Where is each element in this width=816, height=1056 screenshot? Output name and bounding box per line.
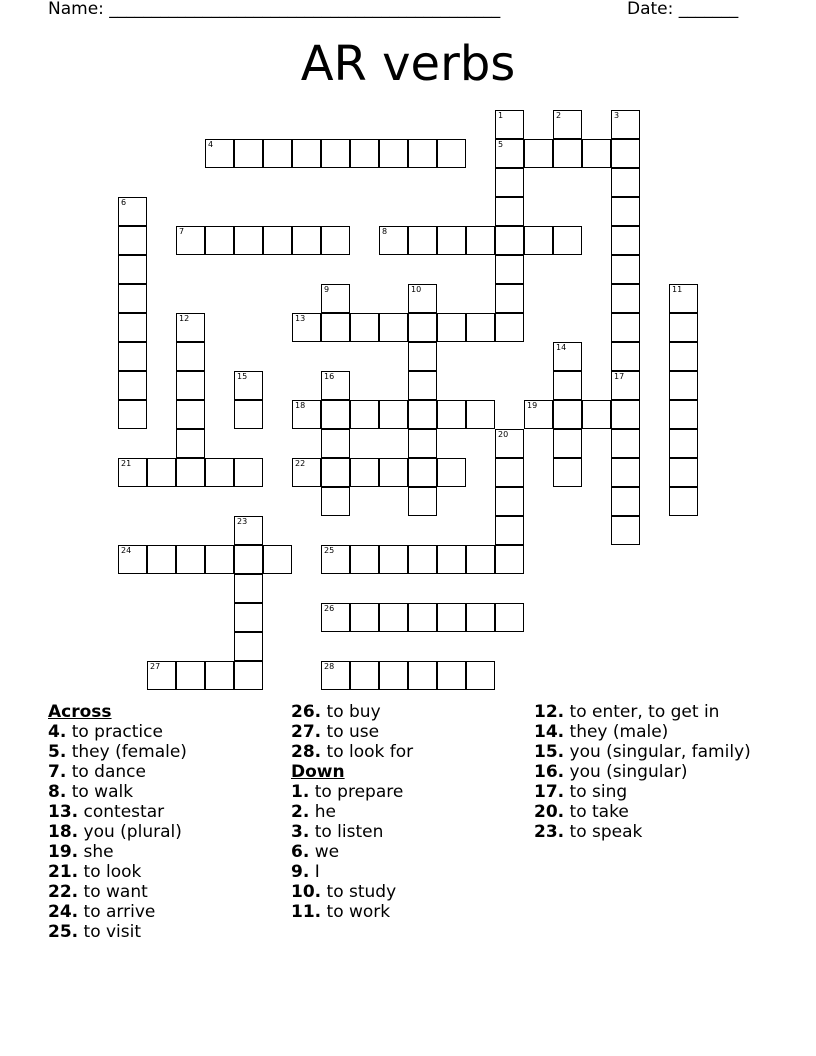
crossword-cell[interactable] <box>176 313 205 342</box>
crossword-cell[interactable] <box>118 313 147 342</box>
crossword-cell[interactable] <box>553 400 582 429</box>
crossword-cell[interactable] <box>669 371 698 400</box>
crossword-cell[interactable] <box>350 313 379 342</box>
cell-number: 27 <box>150 662 161 671</box>
cell-number: 15 <box>237 372 248 381</box>
clue-number: 8. <box>48 782 67 802</box>
crossword-cell[interactable] <box>495 545 524 574</box>
clue-item <box>291 882 521 902</box>
crossword-cell[interactable] <box>321 139 350 168</box>
clue-item <box>48 722 278 742</box>
crossword-cell[interactable] <box>408 342 437 371</box>
clue-text: they (male) <box>564 722 669 742</box>
crossword-cell[interactable] <box>495 284 524 313</box>
crossword-cell[interactable] <box>176 371 205 400</box>
crossword-cell[interactable] <box>263 226 292 255</box>
clue-number: 24. <box>48 902 79 922</box>
clue-number: 5. <box>48 742 67 762</box>
clue-number: 14. <box>534 722 565 742</box>
clue-text: to look for <box>321 742 414 762</box>
clue-text: to use <box>321 722 380 742</box>
clue-number: 3. <box>291 822 310 842</box>
crossword-cell[interactable] <box>611 429 640 458</box>
crossword-cell[interactable] <box>437 313 466 342</box>
clue-item <box>534 762 804 782</box>
clue-item <box>48 742 278 762</box>
crossword-cell[interactable] <box>176 661 205 690</box>
crossword-cell[interactable] <box>379 400 408 429</box>
clue-text: to enter, to get in <box>564 702 720 722</box>
crossword-cell[interactable] <box>147 661 176 690</box>
crossword-cell[interactable] <box>350 603 379 632</box>
cell-number: 5 <box>498 140 504 149</box>
crossword-cell[interactable] <box>669 400 698 429</box>
crossword-cell[interactable] <box>321 429 350 458</box>
crossword-cell[interactable] <box>176 226 205 255</box>
crossword-cell[interactable] <box>408 661 437 690</box>
crossword-cell[interactable] <box>495 255 524 284</box>
crossword-cell[interactable] <box>408 429 437 458</box>
clue-item <box>534 742 804 762</box>
crossword-cell[interactable] <box>321 371 350 400</box>
clue-text: to buy <box>321 702 381 722</box>
clue-number: 27. <box>291 722 322 742</box>
clue-number: 4. <box>48 722 67 742</box>
clue-text: to take <box>564 802 629 822</box>
clue-column-1 <box>48 702 278 942</box>
clue-text: you (plural) <box>78 822 182 842</box>
clue-item <box>48 882 278 902</box>
clue-number: 7. <box>48 762 67 782</box>
crossword-cell[interactable] <box>611 458 640 487</box>
crossword-cell[interactable] <box>669 487 698 516</box>
crossword-cell[interactable] <box>321 400 350 429</box>
crossword-cell[interactable] <box>234 632 263 661</box>
crossword-cell[interactable] <box>553 371 582 400</box>
crossword-cell[interactable] <box>437 400 466 429</box>
crossword-cell[interactable] <box>524 226 553 255</box>
crossword-cell[interactable] <box>292 226 321 255</box>
crossword-cell[interactable] <box>234 371 263 400</box>
clue-item <box>291 722 521 742</box>
crossword-cell[interactable] <box>234 400 263 429</box>
crossword-cell[interactable] <box>234 661 263 690</box>
crossword-cell[interactable] <box>669 342 698 371</box>
crossword-cell[interactable] <box>118 284 147 313</box>
crossword-cell[interactable] <box>205 545 234 574</box>
cell-number: 10 <box>411 285 422 294</box>
crossword-cell[interactable] <box>321 487 350 516</box>
cell-number: 3 <box>614 111 620 120</box>
clue-text: to dance <box>66 762 146 782</box>
crossword-cell[interactable] <box>495 226 524 255</box>
crossword-cell[interactable] <box>553 429 582 458</box>
crossword-cell[interactable] <box>582 400 611 429</box>
crossword-cell[interactable] <box>147 545 176 574</box>
page-title: AR verbs <box>300 36 516 92</box>
crossword-cell[interactable] <box>408 226 437 255</box>
cell-number: 21 <box>121 459 132 468</box>
crossword-cell[interactable] <box>118 545 147 574</box>
clue-text: to practice <box>66 722 163 742</box>
crossword-cell[interactable] <box>379 458 408 487</box>
crossword-cell[interactable] <box>234 458 263 487</box>
crossword-cell[interactable] <box>437 139 466 168</box>
crossword-cell[interactable] <box>495 487 524 516</box>
cell-number: 4 <box>208 140 214 149</box>
crossword-cell[interactable] <box>408 458 437 487</box>
clue-item <box>48 782 278 802</box>
clue-item <box>48 822 278 842</box>
clue-item <box>534 822 804 842</box>
crossword-cell[interactable] <box>408 487 437 516</box>
crossword-cell[interactable] <box>495 168 524 197</box>
cell-number: 6 <box>121 198 127 207</box>
crossword-cell[interactable] <box>350 458 379 487</box>
cell-number: 18 <box>295 401 306 410</box>
crossword-cell[interactable] <box>553 342 582 371</box>
crossword-cell[interactable] <box>669 313 698 342</box>
crossword-cell[interactable] <box>292 139 321 168</box>
crossword-cell[interactable] <box>379 139 408 168</box>
crossword-cell[interactable] <box>234 226 263 255</box>
clue-number: 2. <box>291 802 310 822</box>
clue-item <box>534 702 804 722</box>
clue-number: 22. <box>48 882 79 902</box>
crossword-cell[interactable] <box>582 139 611 168</box>
crossword-cell[interactable] <box>118 400 147 429</box>
crossword-cell[interactable] <box>408 371 437 400</box>
clue-column-3 <box>534 702 804 842</box>
crossword-cell[interactable] <box>611 168 640 197</box>
date-field-label: Date: _______ <box>627 0 739 19</box>
crossword-cell[interactable] <box>669 284 698 313</box>
crossword-cell[interactable] <box>553 458 582 487</box>
clue-item <box>291 782 521 802</box>
crossword-cell[interactable] <box>495 197 524 226</box>
clue-number: 18. <box>48 822 79 842</box>
clue-number: 21. <box>48 862 79 882</box>
cell-number: 2 <box>556 111 562 120</box>
crossword-cell[interactable] <box>321 313 350 342</box>
clue-number: 16. <box>534 762 565 782</box>
crossword-cell[interactable] <box>234 516 263 545</box>
crossword-cell[interactable] <box>466 400 495 429</box>
clue-number: 12. <box>534 702 565 722</box>
cell-number: 23 <box>237 517 248 526</box>
clue-item <box>291 802 521 822</box>
crossword-cell[interactable] <box>321 458 350 487</box>
crossword-cell[interactable] <box>611 139 640 168</box>
crossword-cell[interactable] <box>611 197 640 226</box>
crossword-cell[interactable] <box>205 139 234 168</box>
crossword-cell[interactable] <box>118 342 147 371</box>
cell-number: 20 <box>498 430 509 439</box>
crossword-cell[interactable] <box>611 284 640 313</box>
clue-text: to work <box>321 902 391 922</box>
down-heading: Down <box>291 762 345 782</box>
crossword-cell[interactable] <box>205 458 234 487</box>
crossword-cell[interactable] <box>553 226 582 255</box>
crossword-cell[interactable] <box>350 661 379 690</box>
crossword-cell[interactable] <box>611 342 640 371</box>
crossword-cell[interactable] <box>234 603 263 632</box>
crossword-cell[interactable] <box>437 545 466 574</box>
crossword-cell[interactable] <box>611 400 640 429</box>
cell-number: 1 <box>498 111 504 120</box>
clue-text: he <box>309 802 336 822</box>
across-heading: Across <box>48 702 112 722</box>
crossword-cell[interactable] <box>321 661 350 690</box>
clue-text: we <box>309 842 340 862</box>
crossword-cell[interactable] <box>176 429 205 458</box>
crossword-cell[interactable] <box>495 139 524 168</box>
clue-text: to speak <box>564 822 643 842</box>
clue-item <box>291 742 521 762</box>
cell-number: 26 <box>324 604 335 613</box>
crossword-cell[interactable] <box>495 110 524 139</box>
crossword-cell[interactable] <box>205 226 234 255</box>
crossword-cell[interactable] <box>205 661 234 690</box>
cell-number: 28 <box>324 662 335 671</box>
crossword-cell[interactable] <box>495 458 524 487</box>
crossword-cell[interactable] <box>321 284 350 313</box>
clue-text: to sing <box>564 782 628 802</box>
crossword-cell[interactable] <box>118 458 147 487</box>
crossword-cell[interactable] <box>118 197 147 226</box>
crossword-cell[interactable] <box>176 545 205 574</box>
crossword-cell[interactable] <box>292 400 321 429</box>
crossword-cell[interactable] <box>611 516 640 545</box>
cell-number: 22 <box>295 459 306 468</box>
crossword-cell[interactable] <box>437 226 466 255</box>
crossword-cell[interactable] <box>176 342 205 371</box>
crossword-cell[interactable] <box>611 226 640 255</box>
clue-item <box>48 902 278 922</box>
crossword-cell[interactable] <box>437 458 466 487</box>
crossword-cell[interactable] <box>176 458 205 487</box>
crossword-cell[interactable] <box>553 110 582 139</box>
crossword-cell[interactable] <box>234 545 263 574</box>
crossword-cell[interactable] <box>408 400 437 429</box>
crossword-cell[interactable] <box>350 400 379 429</box>
crossword-cell[interactable] <box>611 110 640 139</box>
crossword-cell[interactable] <box>408 545 437 574</box>
clue-text: to arrive <box>78 902 156 922</box>
crossword-cell[interactable] <box>379 545 408 574</box>
clue-text: to walk <box>66 782 134 802</box>
clue-text: to want <box>78 882 148 902</box>
cell-number: 11 <box>672 285 683 294</box>
cell-number: 14 <box>556 343 567 352</box>
crossword-cell[interactable] <box>350 139 379 168</box>
crossword-cell[interactable] <box>495 603 524 632</box>
clue-number: 26. <box>291 702 322 722</box>
name-field-label: Name: ______________________________________________ <box>48 0 501 19</box>
clue-item <box>48 842 278 862</box>
crossword-cell[interactable] <box>321 226 350 255</box>
clue-text: contestar <box>78 802 165 822</box>
cell-number: 24 <box>121 546 132 555</box>
crossword-cell[interactable] <box>263 545 292 574</box>
crossword-cell[interactable] <box>611 255 640 284</box>
crossword-cell[interactable] <box>611 371 640 400</box>
cell-number: 25 <box>324 546 335 555</box>
clue-item <box>534 802 804 822</box>
clue-number: 10. <box>291 882 322 902</box>
crossword-cell[interactable] <box>437 661 466 690</box>
clue-item <box>534 722 804 742</box>
clue-number: 17. <box>534 782 565 802</box>
crossword-cell[interactable] <box>437 603 466 632</box>
clue-item <box>48 762 278 782</box>
clue-item <box>291 842 521 862</box>
crossword-cell[interactable] <box>466 226 495 255</box>
clue-item <box>534 782 804 802</box>
crossword-cell[interactable] <box>495 516 524 545</box>
clue-text: to visit <box>78 922 142 942</box>
cell-number: 16 <box>324 372 335 381</box>
clue-item <box>48 862 278 882</box>
crossword-cell[interactable] <box>379 603 408 632</box>
clue-text: to look <box>78 862 142 882</box>
clue-text: to listen <box>309 822 384 842</box>
crossword-cell[interactable] <box>524 139 553 168</box>
clue-number: 11. <box>291 902 322 922</box>
crossword-cell[interactable] <box>234 139 263 168</box>
crossword-cell[interactable] <box>553 139 582 168</box>
crossword-cell[interactable] <box>379 226 408 255</box>
clue-number: 19. <box>48 842 79 862</box>
crossword-cell[interactable] <box>118 371 147 400</box>
crossword-cell[interactable] <box>408 284 437 313</box>
clue-text: to prepare <box>309 782 404 802</box>
clue-text: they (female) <box>66 742 187 762</box>
crossword-cell[interactable] <box>263 139 292 168</box>
cell-number: 12 <box>179 314 190 323</box>
crossword-cell[interactable] <box>292 313 321 342</box>
crossword-cell[interactable] <box>408 603 437 632</box>
crossword-cell[interactable] <box>669 429 698 458</box>
clue-number: 6. <box>291 842 310 862</box>
cell-number: 19 <box>527 401 538 410</box>
crossword-cell[interactable] <box>321 545 350 574</box>
crossword-cell[interactable] <box>611 313 640 342</box>
clue-number: 9. <box>291 862 310 882</box>
crossword-cell[interactable] <box>118 255 147 284</box>
clue-number: 23. <box>534 822 565 842</box>
cell-number: 13 <box>295 314 306 323</box>
clue-item <box>48 922 278 942</box>
crossword-cell[interactable] <box>524 400 553 429</box>
crossword-cell[interactable] <box>118 226 147 255</box>
crossword-cell[interactable] <box>350 545 379 574</box>
clue-number: 28. <box>291 742 322 762</box>
clue-text: she <box>78 842 114 862</box>
crossword-cell[interactable] <box>611 487 640 516</box>
crossword-cell[interactable] <box>466 661 495 690</box>
crossword-cell[interactable] <box>466 603 495 632</box>
cell-number: 17 <box>614 372 625 381</box>
cell-number: 7 <box>179 227 185 236</box>
clue-column-2 <box>291 702 521 922</box>
clue-item <box>291 702 521 722</box>
clue-number: 15. <box>534 742 565 762</box>
clue-text: you (singular, family) <box>564 742 751 762</box>
clue-item <box>48 802 278 822</box>
crossword-cell[interactable] <box>495 429 524 458</box>
crossword-cell[interactable] <box>408 139 437 168</box>
crossword-cell[interactable] <box>379 661 408 690</box>
crossword-cell[interactable] <box>408 313 437 342</box>
crossword-cell[interactable] <box>176 400 205 429</box>
crossword-cell[interactable] <box>147 458 176 487</box>
crossword-cell[interactable] <box>292 458 321 487</box>
clue-number: 25. <box>48 922 79 942</box>
clue-item <box>291 822 521 842</box>
cell-number: 9 <box>324 285 330 294</box>
clue-item <box>291 862 521 882</box>
clue-number: 20. <box>534 802 565 822</box>
crossword-cell[interactable] <box>466 313 495 342</box>
clue-text: you (singular) <box>564 762 688 782</box>
crossword-cell[interactable] <box>495 313 524 342</box>
crossword-cell[interactable] <box>669 458 698 487</box>
clue-number: 13. <box>48 802 79 822</box>
crossword-cell[interactable] <box>234 574 263 603</box>
clue-text: I <box>309 862 320 882</box>
cell-number: 8 <box>382 227 388 236</box>
clue-text: to study <box>321 882 397 902</box>
crossword-cell[interactable] <box>379 313 408 342</box>
clue-item <box>291 902 521 922</box>
clue-number: 1. <box>291 782 310 802</box>
crossword-cell[interactable] <box>321 603 350 632</box>
crossword-cell[interactable] <box>466 545 495 574</box>
